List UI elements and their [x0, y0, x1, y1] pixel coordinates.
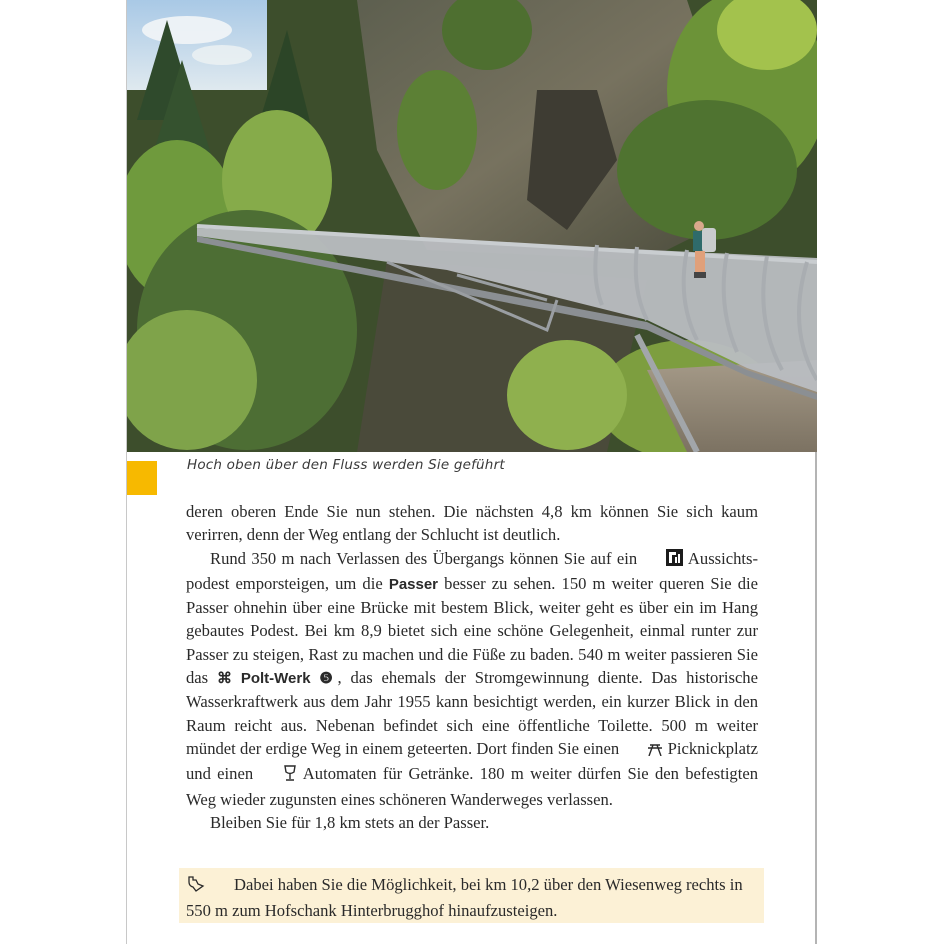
sight-icon: ⌘: [216, 670, 232, 688]
tip-text: Dabei haben Sie die Möglichkeit, bei km 10,2 über den Wiesenweg rechts in 550 m zum Hofschank Hinterbrugghof hinaufzusteigen.: [186, 875, 743, 921]
body-text: [186, 500, 758, 834]
paragraph-2: Rund 350 m nach Verlassen des Übergangs können Sie auf ein Aussichtspodest emporsteigen, um die Passer besser zu sehen. 150 m weiter queren Sie die Passer ohnehin über eine Brücke mit bestem Blick, weiter geht es über ein im Hang gebautes Podest. Bei km 8,9 bietet sich eine schöne Gelegenheit, einmal runter zur Passer zu steigen, Rast zu machen und die Füße zu baden. 540 m weiter passieren Sie das ⌘ Polt-Werk ❺, das ehemals der Stromgewinnung diente. Das historische Wasserkraftwerk aus dem Jahr 1955 kann besichtigt werden, ein kurzer Blick in den Raum reicht aus. Nebenan befindet sich eine öffentliche Toilette. 500 m weiter mündet der erdige Weg in einem geteerten. Dort finden Sie einen Picknickplatz und einen Automaten für Getränke. 180 m weiter dürfen Sie den befestigten Weg wieder zugunsten eines schöneren Wanderweges verlassen.: [186, 548, 759, 809]
tip-box: [179, 868, 764, 923]
gorge-bridge-photo: [127, 0, 817, 452]
poi-polt-werk: Polt-Werk: [240, 670, 311, 688]
photo-caption: Hoch oben über den Fluss werden Sie geführt: [187, 457, 505, 473]
paragraph-3: Bleiben Sie für 1,8 km stets an der Passer.: [210, 812, 490, 832]
poi-number-5-icon: ❺: [319, 670, 338, 688]
river-name-passer: Passer: [388, 575, 439, 593]
book-page: [126, 0, 817, 944]
hand-pointing-icon: [186, 875, 234, 899]
paragraph-1: deren oberen Ende Sie nun stehen. Die nächsten 4,8 km können Sie sich kaum verirren, denn der Weg entlang der Schlucht ist deutlich.: [186, 502, 758, 545]
drink-glass-icon: [259, 764, 297, 787]
picnic-table-icon: [623, 739, 663, 762]
viewpoint-icon: [642, 549, 683, 572]
chapter-color-marker: [127, 461, 157, 495]
